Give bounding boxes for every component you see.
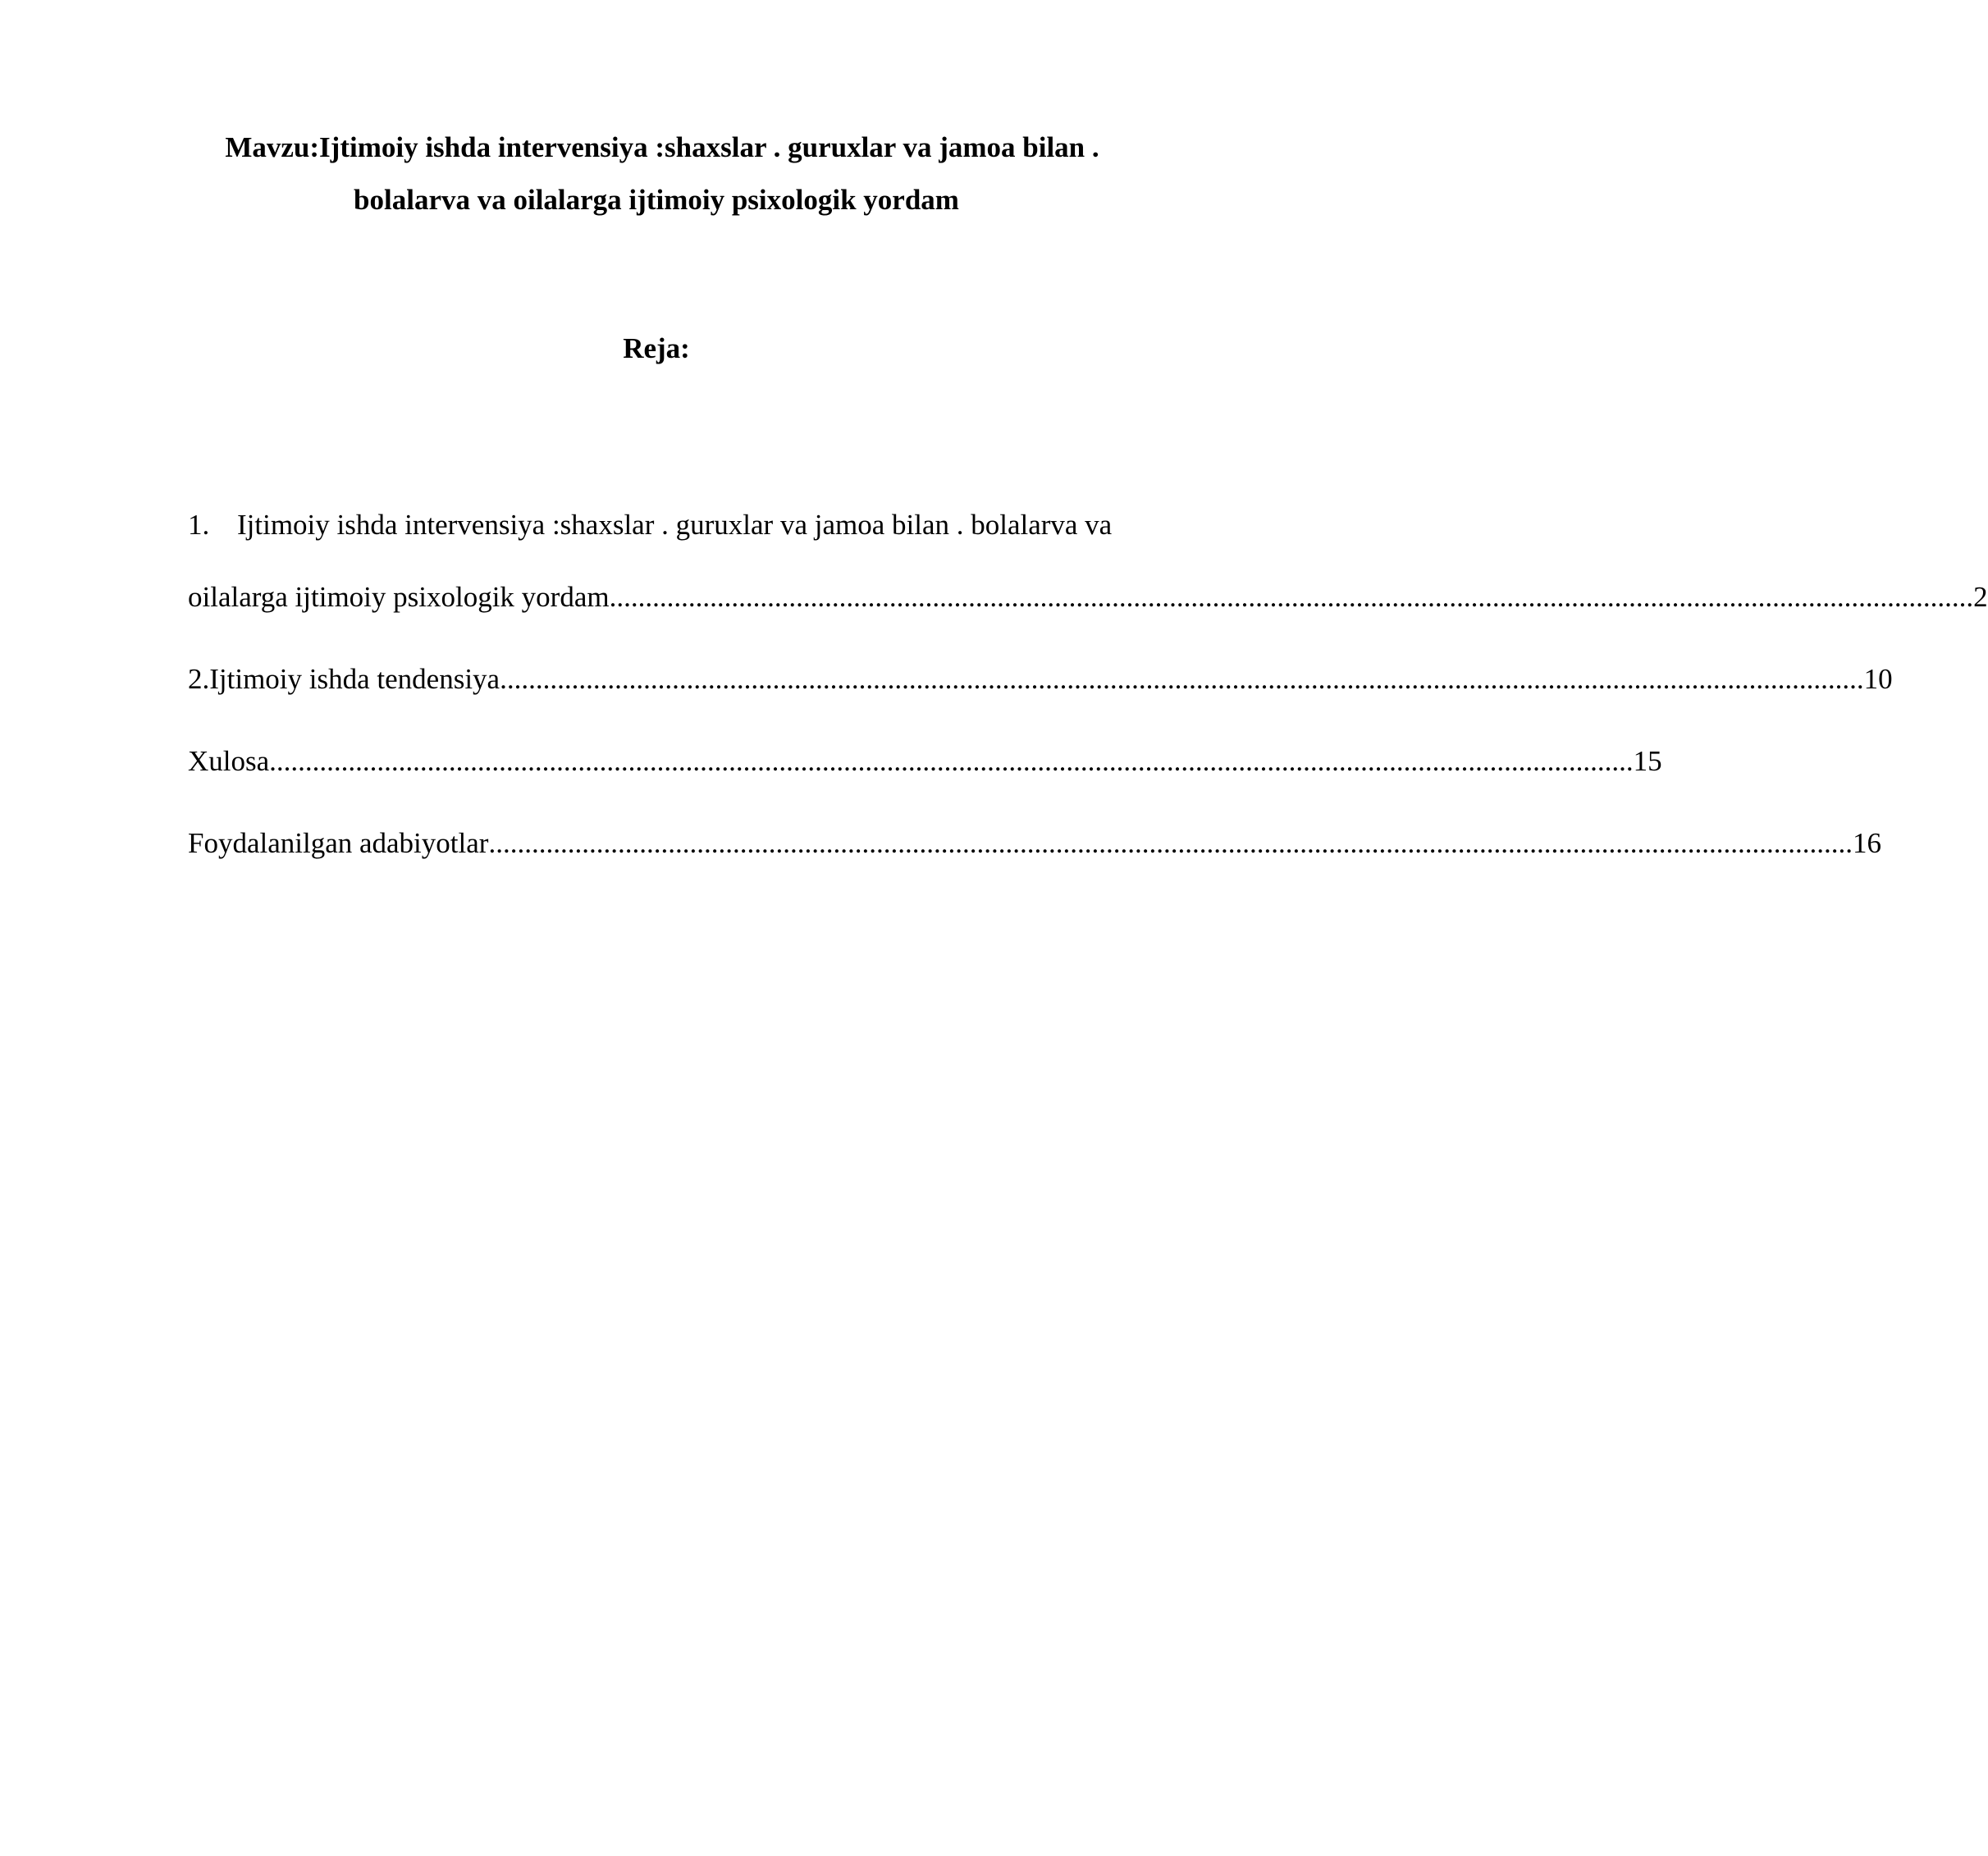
toc-leader-dots: .............................................................................................................................................................................................. xyxy=(488,827,1853,859)
toc-entry-2-text: 2.Ijtimoiy ishda tendensiya xyxy=(188,663,500,695)
toc-entry-1-text-line-2: oilalarga ijtimoiy psixologik yordam xyxy=(188,581,610,613)
toc-entry-4 xyxy=(188,823,1881,864)
toc-entry-1-number: 1. xyxy=(188,509,210,541)
toc-entry-3 xyxy=(188,741,1662,782)
toc-entry-4-text: Foydalanilgan adabiyotlar xyxy=(188,827,489,859)
toc-entry-1-text-line-1: Ijtimoiy ishda intervensiya :shaxslar . guruxlar va jamoa bilan . bolalarva va xyxy=(237,509,1113,541)
toc-entry-1-page: 2 xyxy=(1973,581,1988,613)
toc-entry-4-page: 16 xyxy=(1852,827,1881,859)
title-line-2: bolalarva va oilalarga ijtimoiy psixologik yordam xyxy=(354,184,959,216)
toc-leader-dots: .............................................................................................................................................................................................. xyxy=(609,581,1974,613)
toc-entry-2-page: 10 xyxy=(1863,663,1893,695)
toc-entry-2 xyxy=(188,659,1893,700)
toc-entry-1-line-1 xyxy=(188,505,1222,546)
toc-entry-1-line-2 xyxy=(188,577,1988,618)
toc-leader-dots: .............................................................................................................................................................................................. xyxy=(500,663,1864,695)
toc-leader-dots: .............................................................................................................................................................................................. xyxy=(269,745,1634,777)
plan-heading: Reja: xyxy=(623,332,690,364)
toc-entry-3-page: 15 xyxy=(1633,745,1662,777)
document-title xyxy=(0,121,1313,226)
toc-entry-3-text: Xulosa xyxy=(188,745,270,777)
title-line-1: Mavzu:Ijtimoiy ishda intervensiya :shaxslar . guruxlar va jamoa bilan . xyxy=(225,131,1099,163)
